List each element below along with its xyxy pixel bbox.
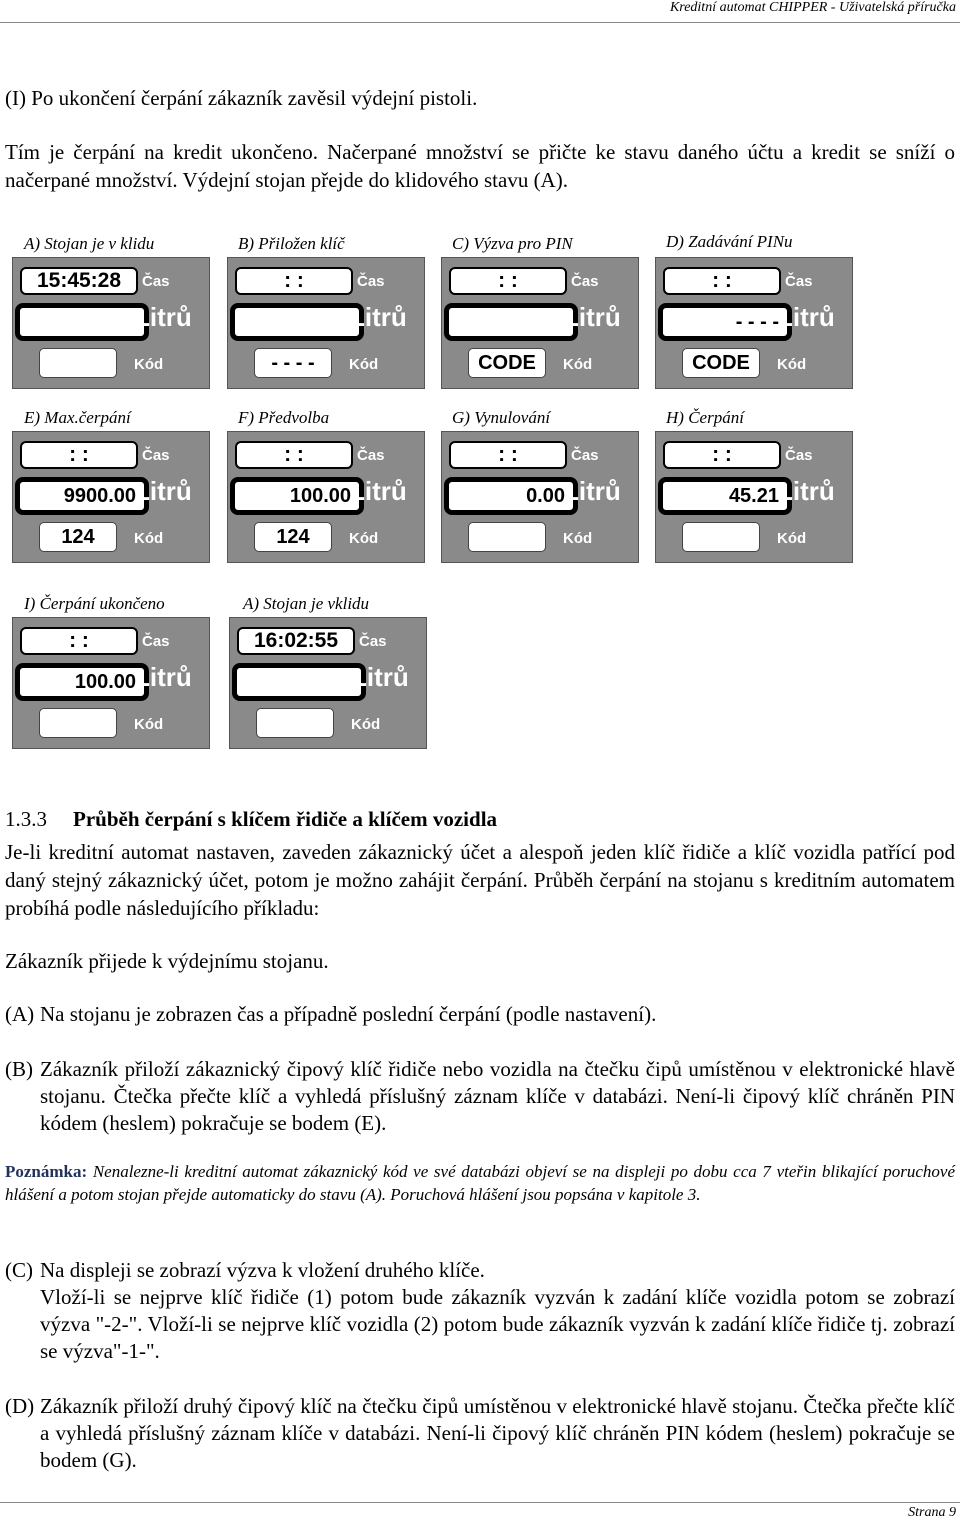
- time-label: Čas: [785, 273, 813, 290]
- step-text: Zákazník přiloží druhý čipový klíč na čtečku čipů umístěnou v elektronické hlavě stojanu. Čtečka přečte klíč a vyhledá příslušný záznam klíče v databázi. Není-li čipový klíč chráněn PIN kódem (heslem) pokračuje se bodem (G).: [40, 1394, 955, 1472]
- panel-title: G) Vynulování: [452, 408, 551, 427]
- panel-title: I) Čerpání ukončeno: [24, 594, 165, 613]
- code-label: Kód: [134, 530, 164, 547]
- code-label: Kód: [349, 356, 379, 373]
- time-label: Čas: [142, 273, 170, 290]
- panel-title: A) Stojan je v klidu: [24, 234, 155, 253]
- time-display: 15:45:28: [20, 267, 138, 295]
- litres-display: [232, 663, 366, 701]
- step-label: (B): [5, 1057, 33, 1081]
- litres-label: Litrů: [777, 302, 835, 332]
- code-display: CODE: [682, 348, 760, 378]
- time-display: : :: [449, 267, 567, 295]
- panel-title: E) Max.čerpání: [24, 408, 131, 427]
- code-display: CODE: [468, 348, 546, 378]
- litres-display: 100.00: [15, 663, 149, 701]
- display-panel: [441, 431, 639, 563]
- litres-display: 45.21: [658, 477, 792, 515]
- code-display: - - - -: [254, 348, 332, 378]
- display-panel: [227, 431, 425, 563]
- time-display: : :: [449, 441, 567, 469]
- display-panel: [655, 431, 853, 563]
- code-display: [682, 522, 760, 552]
- code-display: 124: [254, 522, 332, 552]
- litres-display: - - - -: [658, 303, 792, 341]
- display-panel: [12, 257, 210, 389]
- panel-title: F) Předvolba: [238, 408, 330, 427]
- step-label: (A): [5, 1002, 35, 1026]
- section-number: 1.3.3: [5, 807, 47, 831]
- litres-display: 9900.00: [15, 477, 149, 515]
- display-panel: [12, 431, 210, 563]
- header-divider: [0, 22, 960, 23]
- time-display: : :: [235, 267, 353, 295]
- code-display: 124: [39, 522, 117, 552]
- litres-label: Litrů: [134, 662, 192, 692]
- step-text: Na displeji se zobrazí výzva k vložení druhého klíče.: [40, 1258, 485, 1282]
- step-text: Na stojanu je zobrazen čas a případně poslední čerpání (podle nastavení).: [40, 1002, 657, 1026]
- litres-display: 100.00: [230, 477, 364, 515]
- code-label: Kód: [563, 530, 593, 547]
- litres-display: [230, 303, 364, 341]
- note-text: Nenalezne-li kreditní automat zákaznický kód ve své databázi objeví se na displeji po dobu cca 7 vteřin blikající poruchové hlášení a potom stojan přejde automaticky do stavu (A). Poruchová hlášení jsou popsána v kapitole 3.: [5, 1162, 955, 1204]
- time-display: 16:02:55: [237, 627, 355, 655]
- panel-title: D) Zadávání PINu: [666, 232, 793, 251]
- code-display: [39, 348, 117, 378]
- body-paragraph-1: Je-li kreditní automat nastaven, zaveden zákaznický účet a alespoň jeden klíč řidiče a klíč vozidla patřící pod daný stejný zákaznický účet, potom je možno zahájit čerpání. Průběh čerpání na stojanu s kreditním automatem probíhá podle následujícího příkladu:: [5, 840, 955, 920]
- code-label: Kód: [134, 716, 164, 733]
- litres-label: Litrů: [777, 476, 835, 506]
- step-a: [5, 1001, 955, 1028]
- litres-display: 0.00: [444, 477, 578, 515]
- time-label: Čas: [785, 447, 813, 464]
- section-heading: [5, 806, 497, 832]
- page-header: Kreditní automat CHIPPER - Uživatelská příručka: [669, 0, 956, 15]
- step-c: [5, 1257, 955, 1365]
- panel-title: A) Stojan je vklidu: [243, 594, 370, 613]
- code-label: Kód: [777, 356, 807, 373]
- display-panel: [441, 257, 639, 389]
- time-label: Čas: [571, 273, 599, 290]
- step-b: [5, 1056, 955, 1137]
- step-label: (D): [5, 1394, 35, 1418]
- step-d: [5, 1393, 955, 1474]
- display-panel: [655, 257, 853, 389]
- footer-divider: [0, 1502, 960, 1503]
- code-label: Kód: [351, 716, 381, 733]
- litres-label: Litrů: [563, 476, 621, 506]
- time-label: Čas: [571, 447, 599, 464]
- display-panel: [12, 617, 210, 749]
- code-label: Kód: [777, 530, 807, 547]
- code-label: Kód: [134, 356, 164, 373]
- note-label: Poznámka:: [5, 1162, 88, 1181]
- code-display: [39, 708, 117, 738]
- time-label: Čas: [142, 633, 170, 650]
- time-display: : :: [20, 627, 138, 655]
- time-label: Čas: [359, 633, 387, 650]
- time-display: : :: [663, 267, 781, 295]
- time-display: : :: [663, 441, 781, 469]
- time-display: : :: [235, 441, 353, 469]
- body-paragraph-2: Zákazník přijede k výdejnímu stojanu.: [5, 949, 329, 973]
- intro-paragraph: Tím je čerpání na kredit ukončeno. Načerpané množství se přičte ke stavu daného účtu a kredit se sníží o načerpané množství. Výdejní stojan přejde do klidového stavu (A).: [5, 140, 955, 192]
- panel-title: H) Čerpání: [666, 408, 744, 427]
- time-display: : :: [20, 441, 138, 469]
- litres-label: Litrů: [349, 302, 407, 332]
- time-label: Čas: [357, 447, 385, 464]
- step-text: Zákazník přiloží zákaznický čipový klíč řidiče nebo vozidla na čtečku čipů umístěnou v elektronické hlavě stojanu. Čtečka přečte klíč a vyhledá příslušný záznam klíče v databázi. Není-li čipový klíč chráněn PIN kódem (heslem) pokračuje se bodem (E).: [40, 1057, 955, 1135]
- step-text: Vloží-li se nejprve klíč řidiče (1) potom bude zákazník vyzván k zadání klíče vozidla potom se zobrazí výzva "-2-". Vloží-li se nejprve klíč vozidla (2) potom bude zákazník vyzván k zadání klíče řidiče tj. zobrazí se výzva"-1-".: [40, 1285, 955, 1363]
- page-number: Strana 9: [908, 1505, 956, 1520]
- code-label: Kód: [563, 356, 593, 373]
- litres-display: [15, 303, 149, 341]
- panel-title: C) Výzva pro PIN: [452, 234, 573, 253]
- litres-label: Litrů: [349, 476, 407, 506]
- step-label: (C): [5, 1258, 33, 1282]
- litres-label: Litrů: [134, 476, 192, 506]
- code-label: Kód: [349, 530, 379, 547]
- code-display: [468, 522, 546, 552]
- code-display: [256, 708, 334, 738]
- intro-step-i: (I) Po ukončení čerpání zákazník zavěsil výdejní pistoli.: [5, 86, 478, 110]
- display-panel: [229, 617, 427, 749]
- litres-label: Litrů: [563, 302, 621, 332]
- litres-label: Litrů: [351, 662, 409, 692]
- note: [5, 1160, 955, 1206]
- panel-title: B) Přiložen klíč: [238, 234, 345, 253]
- section-title: Průběh čerpání s klíčem řidiče a klíčem vozidla: [73, 807, 498, 831]
- litres-display: [444, 303, 578, 341]
- time-label: Čas: [357, 273, 385, 290]
- display-panel: [227, 257, 425, 389]
- litres-label: Litrů: [134, 302, 192, 332]
- time-label: Čas: [142, 447, 170, 464]
